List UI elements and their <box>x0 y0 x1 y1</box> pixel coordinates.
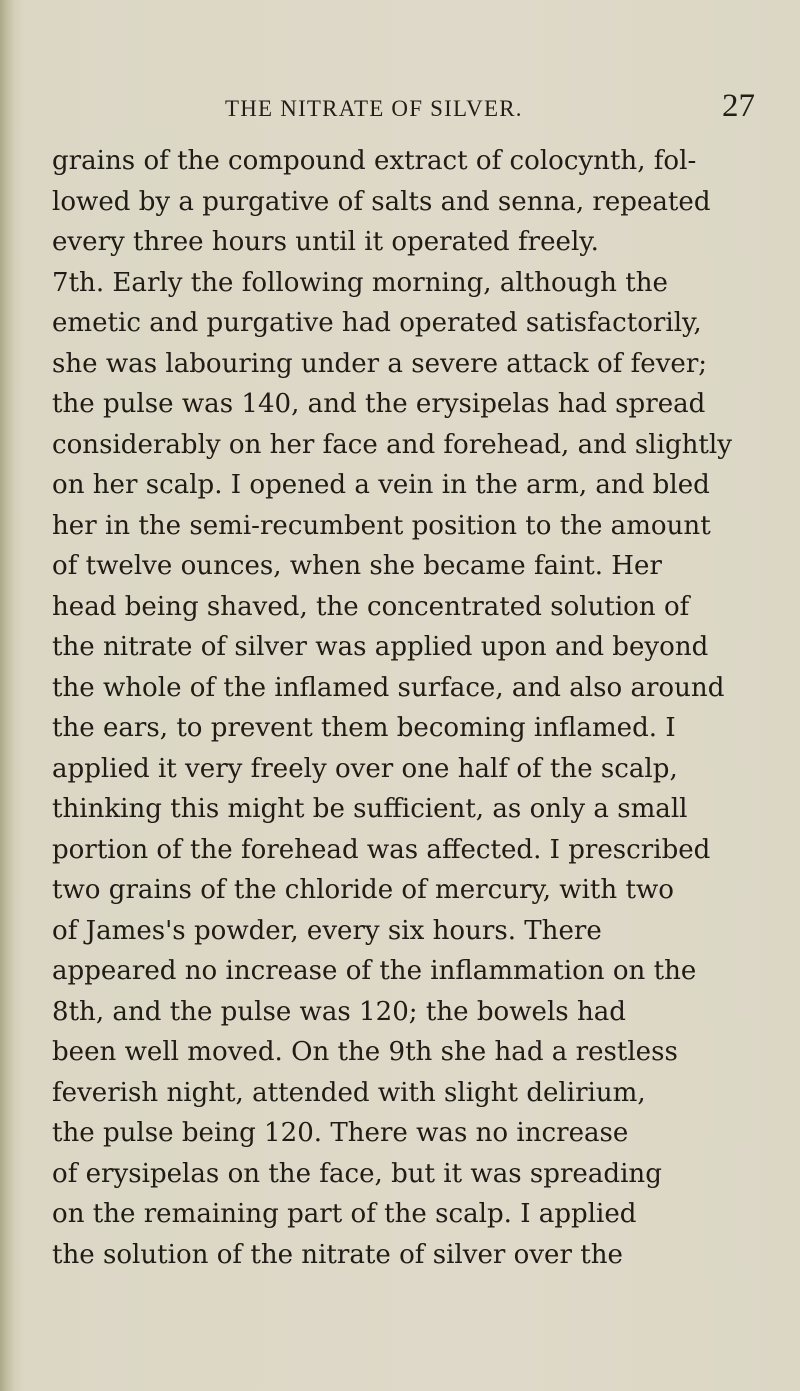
text-line: lowed by a purgative of salts and senna, repeated <box>52 186 711 217</box>
text-line: the solution of the nitrate of silver over the <box>52 1239 623 1270</box>
binding-gutter <box>0 0 14 1391</box>
text-line: she was labouring under a severe attack of fever; <box>52 348 708 379</box>
text-line: applied it very freely over one half of the scalp, <box>52 753 678 784</box>
text-line: on her scalp. I opened a vein in the arm, and bled <box>52 470 710 500</box>
text-line: of James's powder, every six hours. There <box>52 915 602 946</box>
text-line: of erysipelas on the face, but it was spreading <box>52 1158 662 1189</box>
text-line: 7th. Early the following morning, although the <box>52 267 668 298</box>
text-line: 8th, and the pulse was 120; the bowels had <box>52 996 626 1027</box>
text-line: of twelve ounces, when she became faint. Her <box>52 551 662 581</box>
text-line: every three hours until it operated freely. <box>52 227 599 257</box>
text-line: her in the semi-recumbent position to the amount <box>52 510 711 541</box>
running-title: THE NITRATE OF SILVER. <box>225 96 523 121</box>
text-line: on the remaining part of the scalp. I applied <box>52 1199 637 1229</box>
text-line: appeared no increase of the inflammation on the <box>52 956 697 986</box>
text-line: head being shaved, the concentrated solution of <box>52 591 690 622</box>
body-text <box>52 141 792 1275</box>
text-line: the nitrate of silver was applied upon and beyond <box>52 632 709 662</box>
text-line: the pulse was 140, and the erysipelas had spread <box>52 389 706 419</box>
text-line: been well moved. On the 9th she had a restless <box>52 1037 678 1067</box>
text-line: thinking this might be sufficient, as only a small <box>52 794 688 824</box>
text-line: the pulse being 120. There was no increase <box>52 1118 629 1148</box>
text-line: emetic and purgative had operated satisfactorily, <box>52 308 702 338</box>
text-line: the ears, to prevent them becoming inflamed. I <box>52 713 676 743</box>
text-line: considerably on her face and forehead, and slightly <box>52 429 732 460</box>
text-line: portion of the forehead was affected. I prescribed <box>52 834 711 865</box>
text-line: feverish night, attended with slight delirium, <box>52 1077 646 1108</box>
text-line: two grains of the chloride of mercury, with two <box>52 875 674 905</box>
text-line: grains of the compound extract of colocynth, fol- <box>52 146 697 176</box>
text-line: the whole of the inflamed surface, and also around <box>52 672 725 703</box>
page-number: 27 <box>722 88 755 124</box>
